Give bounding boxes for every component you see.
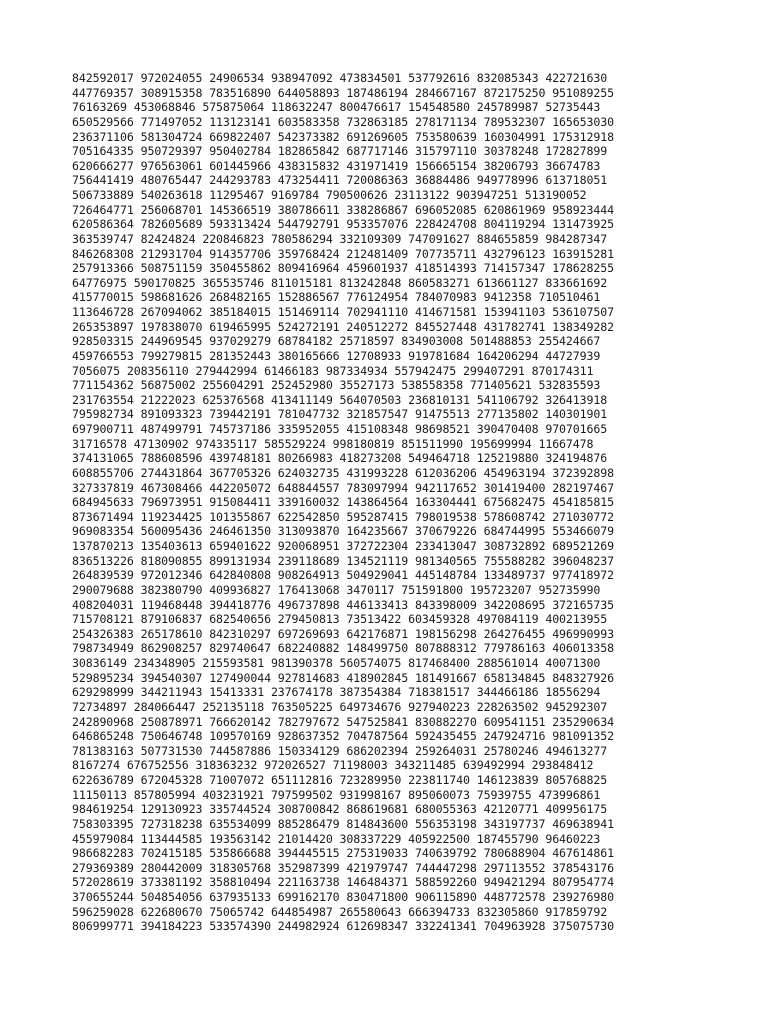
number-line: 264839539 972012346 642840808 908264913 504929041 445148784 133489737 977418972 — [72, 568, 614, 583]
number-line: 684945633 796973951 915084411 339160032 143864564 163304441 675682475 454185815 — [72, 495, 614, 510]
number-line: 806999771 394184223 533574390 244982924 612698347 332241341 704963928 375075730 — [72, 919, 614, 934]
number-line: 8167274 676752556 318363232 972026527 71198003 343211485 639492994 293848412 — [72, 758, 594, 773]
number-line: 969083354 560095436 246461350 313093870 164235667 370679226 684744995 553466079 — [72, 524, 614, 539]
number-line: 697900711 487499791 745737186 335952055 415108348 98698521 390470408 970701665 — [72, 422, 608, 436]
number-line: 7056075 208356110 279442994 61466183 987334934 557942475 299407291 870174311 — [72, 363, 594, 378]
number-line: 781383163 507731530 744587886 150334129 686202394 259264031 25780246 494613277 — [72, 743, 608, 758]
number-line: 72734897 284066447 252135118 763505225 649734676 927940223 228263502 945292307 — [72, 699, 608, 714]
number-line: 363539747 82424824 220846823 780586294 332109309 747091627 884655859 984287347 — [72, 231, 608, 246]
number-line: 928503315 244969545 937029279 68784182 25718597 834903008 501488853 255424667 — [72, 334, 601, 349]
number-line: 650529566 771497052 113123141 603583358 732863185 278171134 789532307 165653030 — [72, 114, 614, 129]
number-line: 279369389 280442009 318305768 352987399 421979747 744447298 297113552 378543176 — [72, 860, 614, 875]
number-line: 11150113 857805994 403231921 797599502 931998167 895060073 75939755 473996861 — [72, 787, 601, 802]
number-line: 113646728 267094062 385184015 151469114 702941110 414671581 153941103 536107507 — [72, 305, 614, 319]
number-line: 846268308 212931704 914357706 359768424 212481409 707735711 432796123 163915281 — [72, 246, 614, 261]
number-line: 31716578 47130902 974335117 585529224 998180819 851511990 195699994 11667478 — [72, 436, 594, 451]
number-line: 572028619 373381192 358810494 221163738 146484371 588592260 949421294 807954774 — [72, 875, 614, 890]
number-line: 254326383 265178610 842310297 697269693 642176871 198156298 264276455 496990993 — [72, 626, 614, 641]
number-line: 622636789 672045328 71007072 651112816 723289950 223811740 146123839 805768825 — [72, 773, 608, 787]
number-line: 231763554 21222023 625376568 413411149 564070503 236810131 541106792 326413918 — [72, 392, 608, 407]
number-line: 370655244 504854056 637935133 699162170 830471800 906115890 448772578 239276980 — [72, 890, 614, 904]
number-line: 408204031 119468448 394418776 496737898 446133413 843398009 342208695 372165735 — [72, 597, 614, 612]
number-line: 771154362 56875002 255604291 252452980 35527173 538558358 771405621 532835593 — [72, 378, 601, 393]
number-line: 415770015 598681626 268482165 152886567 776124954 784070983 9412358 710510461 — [72, 290, 601, 305]
number-line: 620586364 782605689 593313424 544792791 953357076 228424708 804119294 131473925 — [72, 217, 614, 232]
number-line: 290079688 382380790 409936827 176413068 3470117 751591800 195723207 952735990 — [72, 582, 601, 597]
number-line: 265353897 197838070 619465995 524272191 240512272 845527448 431782741 138349282 — [72, 319, 614, 334]
number-line: 986682283 702415185 535866688 394445515 275319033 740639792 780688904 467614861 — [72, 846, 614, 861]
number-line: 842592017 972024055 24906534 938947092 473834501 537792616 832085343 422721630 — [72, 71, 608, 85]
number-line: 836513226 818090855 899131934 239118689 134521119 981340565 755588282 396048237 — [72, 553, 614, 568]
number-line: 758303395 727318238 635534099 885286479 814843600 556353198 343197737 469638941 — [72, 816, 614, 831]
number-line: 984619254 129130923 335744524 308700842 868619681 680055363 42120771 409956175 — [72, 802, 608, 817]
number-line: 715708121 879106837 682540656 279450813 73513422 603459328 497084119 400213955 — [72, 612, 608, 627]
number-line: 236371106 581304724 669822407 542373382 691269605 753580639 160304991 175312918 — [72, 129, 614, 144]
number-line: 447769357 308915358 783516890 644058893 187486194 284667167 872175250 951089255 — [72, 85, 614, 100]
number-line: 455979084 113444585 193563142 21014420 308337229 405922500 187455790 96460223 — [72, 831, 601, 846]
number-line: 798734949 862908257 829740647 682240882 148499750 807888312 779786163 406013358 — [72, 641, 614, 656]
number-line: 795982734 891093323 739442191 781047732 321857547 91475513 277135802 140301901 — [72, 407, 608, 422]
number-line: 529895234 394540307 127490044 927814683 418902845 181491667 658134845 848327926 — [72, 670, 614, 685]
number-line: 726464771 256068701 145366519 380786611 338286867 696052085 620861969 958923444 — [72, 202, 614, 217]
number-line: 459766553 799279815 281352443 380165666 12708933 919781684 164206294 44727939 — [72, 348, 601, 363]
number-line: 76163269 453068846 575875064 118632247 800476617 154548580 245789987 52735443 — [72, 100, 601, 115]
number-line: 30836149 234348905 215593581 981390378 560574075 817468400 288561014 40071300 — [72, 656, 601, 670]
number-line: 242890968 250878971 766620142 782797672 547525841 830882270 609541151 235290634 — [72, 714, 614, 729]
number-line: 137870213 135403613 659401622 920068951 372722304 233413047 308732892 689521269 — [72, 539, 614, 553]
number-line: 620666277 976563061 601445966 438315832 431971419 156665154 38206793 36674783 — [72, 158, 601, 173]
number-line: 756441419 480765447 244293783 473254411 720086363 36884486 949778996 613718051 — [72, 173, 608, 188]
number-line: 873671494 119234425 101355867 622542850 595287415 798019538 578608742 271030772 — [72, 509, 614, 524]
number-line: 327337819 467308466 442205072 648844557 783097994 942117652 301419400 282197467 — [72, 480, 614, 495]
number-line: 629298999 344211943 15413331 237674178 387354384 718381517 344466186 18556294 — [72, 685, 601, 700]
number-line: 257913366 508751159 350455862 809416964 459601937 418514393 714157347 178628255 — [72, 261, 614, 276]
number-line: 705164335 950729397 950402784 182865842 687717146 315797110 30378248 172827899 — [72, 144, 608, 159]
number-line: 374131065 788608596 439748181 80266983 418273208 549464718 125219880 324194876 — [72, 451, 608, 466]
number-line: 596259028 622680670 75065742 644854987 265580643 666394733 832305860 917859792 — [72, 904, 608, 919]
document-page — [72, 71, 762, 934]
number-line: 646865248 750646748 109570169 928637352 704787564 592435455 247924716 981091352 — [72, 729, 614, 744]
number-line: 506733889 540263618 11295467 9169784 790500626 23113122 903947251 513190052 — [72, 188, 587, 202]
number-line: 64776975 590170825 365535746 811015181 813242848 860583271 613661127 833661692 — [72, 275, 608, 290]
number-line: 608855706 274431864 367705326 624032735 431993228 612036206 454963194 372392898 — [72, 465, 614, 480]
